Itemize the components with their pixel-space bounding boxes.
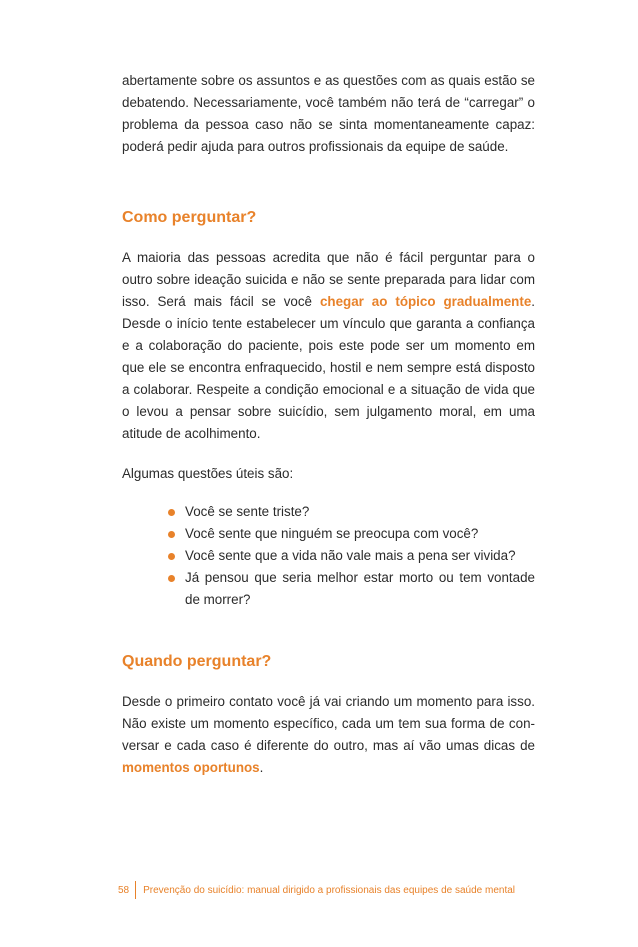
section-heading-quando-perguntar: Quando perguntar? <box>122 653 272 670</box>
quando-perguntar-paragraph <box>122 691 535 779</box>
list-item <box>166 501 535 523</box>
bullet-icon <box>168 575 175 582</box>
quando-text-before: Desde o primeiro contato você já vai criando um momento para isso. Não existe um momento específico, cada um tem sua forma de conversar e cada caso é diferente do outro, mas aí vão umas dicas de <box>122 694 535 753</box>
question-text: Você se sente triste? <box>185 504 310 519</box>
como-perguntar-paragraph <box>122 247 535 445</box>
footer-title: Prevenção do suicídio: manual dirigido a profissionais das equipes de saúde mental <box>143 884 516 896</box>
quando-text-after: . <box>259 760 264 775</box>
question-text: Já pensou que seria melhor estar morto ou tem vontade de morrer? <box>185 570 535 607</box>
list-item <box>166 567 535 611</box>
section-heading-como-perguntar: Como perguntar? <box>122 209 257 226</box>
footer-divider <box>135 881 136 899</box>
bullet-icon <box>168 553 175 560</box>
page-body <box>122 70 535 779</box>
como-text-after: . Desde o início tente estabelecer um vínculo que garanta a confiança e a colaboração do paciente, pois este pode ser um momento em que ele se encontra enfraquecido, hostil e nem sempre está disposto a colaborar. Respeite a condição emocional e a situação de vida que o levou a pensar sobre suicídio, sem julgamento moral, em uma atitude de acolhimento. <box>122 294 536 441</box>
bullet-icon <box>168 509 175 516</box>
questions-list <box>122 501 535 611</box>
bullet-icon <box>168 531 175 538</box>
question-text: Você sente que a vida não vale mais a pena ser vivida? <box>185 548 516 563</box>
como-text-before: A maioria das pessoas acredita que não é fácil perguntar para o outro sobre ideação suicida e não se sente preparada para lidar com isso. Será mais fácil se você <box>122 250 535 309</box>
highlight-momentos-oportunos: momentos oportunos <box>122 760 260 775</box>
highlight-chegar-ao-topico: chegar ao tópico gradualmente <box>319 294 532 309</box>
page-number: 58 <box>118 884 130 896</box>
question-text: Você sente que ninguém se preocupa com você? <box>185 526 479 541</box>
list-item <box>166 523 535 545</box>
questions-lead: Algumas questões úteis são: <box>122 466 294 481</box>
page-footer <box>118 881 515 899</box>
list-item <box>166 545 535 567</box>
intro-paragraph: abertamente sobre os assuntos e as questões com as quais estão se debatendo. Necessariamente, você também não terá de “carregar” o problema da pessoa caso não se sinta momentaneamente capaz: poderá pedir ajuda para outros profissionais da equipe de saúde. <box>122 73 535 154</box>
